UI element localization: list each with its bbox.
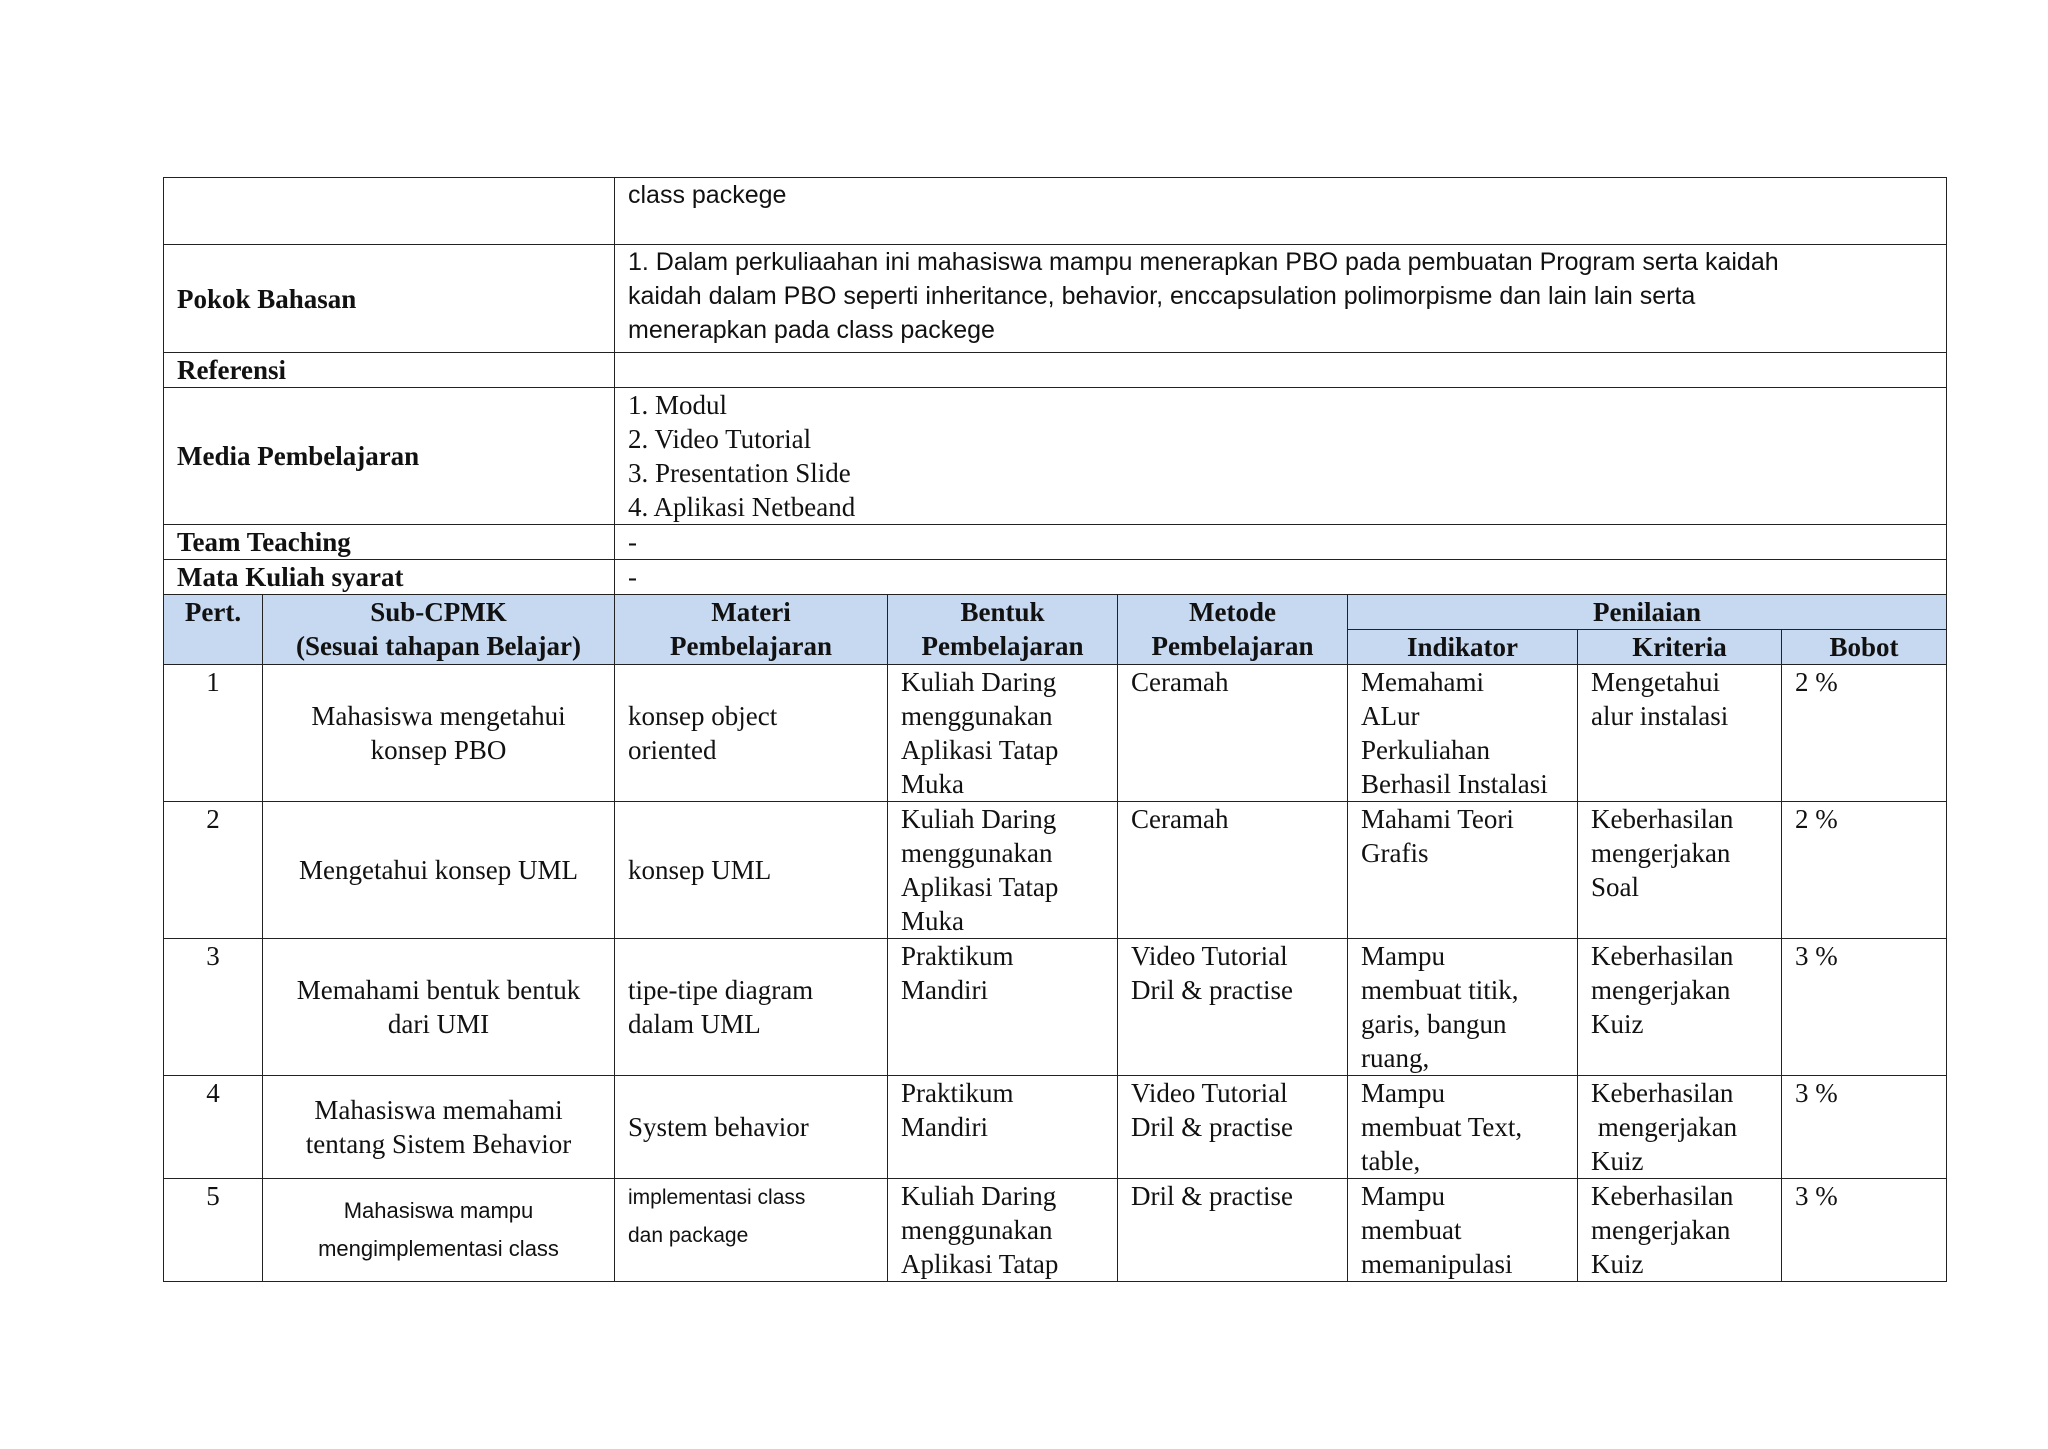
header-line: Materi <box>711 597 791 627</box>
cell-line: tentang Sistem Behavior <box>305 1129 572 1159</box>
table-row <box>164 939 1947 1076</box>
cell-line: Mahasiswa memahami <box>314 1095 563 1125</box>
cell-metode <box>1118 1179 1348 1282</box>
cell-line: Keberhasilan <box>1591 1078 1734 1108</box>
cell-line: mengerjakan <box>1591 975 1731 1005</box>
cell-line: ALur <box>1361 701 1420 731</box>
cell-line: Praktikum <box>901 941 1014 971</box>
cell-line: Mampu <box>1361 1181 1445 1211</box>
cell-line: Mahami Teori <box>1361 804 1514 834</box>
header-line: Pembelajaran <box>1151 631 1314 661</box>
cell-line: Kuliah Daring <box>901 804 1057 834</box>
cell-line: Memahami <box>1361 667 1484 697</box>
cell-line: ruang, <box>1361 1043 1430 1073</box>
cell-materi <box>615 1076 888 1179</box>
cell-line: Muka <box>901 906 964 936</box>
cell-line: dari UMI <box>387 1009 490 1039</box>
cell-bobot: 2 % <box>1782 665 1947 802</box>
header-line: Metode <box>1189 597 1276 627</box>
pokok-bahasan-line: 1. Dalam perkuliaahan ini mahasiswa mampu menerapkan PBO pada pembuatan Program serta kaidah <box>628 248 1779 276</box>
header-penilaian: Penilaian <box>1348 595 1947 630</box>
cell-line: Praktikum <box>901 1078 1014 1108</box>
cell-line: menggunakan <box>901 838 1053 868</box>
cell-line: mengerjakan <box>1591 838 1731 868</box>
cell-line: Video Tutorial <box>1131 1078 1288 1108</box>
header-sub-cpmk <box>263 595 615 665</box>
pokok-bahasan-line: menerapkan pada class packege <box>628 316 995 344</box>
cell-line: menggunakan <box>901 1215 1053 1245</box>
empty-label-cell <box>164 178 615 245</box>
cell-line: Keberhasilan <box>1591 804 1734 834</box>
table-header-row <box>164 595 1947 630</box>
rps-table <box>163 177 1947 1282</box>
pokok-bahasan-label: Pokok Bahasan <box>164 245 615 353</box>
referensi-row <box>164 353 1947 388</box>
cell-line: Dril & practise <box>1131 1112 1293 1142</box>
header-pert: Pert. <box>164 595 263 665</box>
cell-line: Mandiri <box>901 1112 988 1142</box>
cell-bentuk <box>888 802 1118 939</box>
cell-line: Kuiz <box>1591 1249 1644 1279</box>
header-line: Pembelajaran <box>921 631 1084 661</box>
cell-line: Dril & practise <box>1131 975 1293 1005</box>
cell-pert: 5 <box>164 1179 263 1282</box>
cell-line: dan package <box>628 1224 749 1247</box>
team-teaching-value: - <box>615 525 1947 560</box>
header-bobot: Bobot <box>1782 630 1947 665</box>
rps-document <box>163 177 1946 1282</box>
team-teaching-row <box>164 525 1947 560</box>
cell-line: System behavior <box>628 1112 809 1142</box>
cell-line: membuat Text, <box>1361 1112 1523 1142</box>
cell-line: Kuiz <box>1591 1009 1644 1039</box>
media-item: 1. Modul <box>628 390 728 420</box>
cell-line: Soal <box>1591 872 1640 902</box>
media-row <box>164 388 1947 525</box>
cell-pert: 4 <box>164 1076 263 1179</box>
header-line: Sub-CPMK <box>370 597 507 627</box>
table-row <box>164 1179 1947 1282</box>
media-item: 3. Presentation Slide <box>628 458 851 488</box>
cell-line: Kuliah Daring <box>901 667 1057 697</box>
table-row <box>164 1076 1947 1179</box>
table-row <box>164 665 1947 802</box>
header-materi <box>615 595 888 665</box>
header-line: (Sesuai tahapan Belajar) <box>295 631 582 661</box>
referensi-label: Referensi <box>164 353 615 388</box>
cell-line: Mandiri <box>901 975 988 1005</box>
header-indikator: Indikator <box>1348 630 1578 665</box>
cell-line: Mahasiswa mampu <box>343 1198 534 1223</box>
cell-metode <box>1118 939 1348 1076</box>
cell-bobot: 3 % <box>1782 939 1947 1076</box>
cell-line: table, <box>1361 1146 1421 1176</box>
cell-bobot: 3 % <box>1782 1076 1947 1179</box>
cell-line: Perkuliahan <box>1361 735 1490 765</box>
header-kriteria: Kriteria <box>1578 630 1782 665</box>
cell-line: tipe-tipe diagram <box>628 975 814 1005</box>
cell-indikator <box>1348 939 1578 1076</box>
cell-line: Aplikasi Tatap <box>901 735 1059 765</box>
cell-line: Mengetahui konsep UML <box>299 855 578 885</box>
cell-line: membuat <box>1361 1215 1462 1245</box>
cell-metode <box>1118 802 1348 939</box>
cell-line: mengimplementasi class <box>318 1236 559 1261</box>
team-teaching-label: Team Teaching <box>164 525 615 560</box>
cell-sub-cpmk <box>263 802 615 939</box>
topic-continuation-cell: class packege <box>615 178 1947 245</box>
cell-indikator <box>1348 665 1578 802</box>
cell-kriteria <box>1578 802 1782 939</box>
cell-indikator <box>1348 1179 1578 1282</box>
cell-pert: 3 <box>164 939 263 1076</box>
cell-line: Mampu <box>1361 1078 1445 1108</box>
mata-kuliah-syarat-value: - <box>615 560 1947 595</box>
cell-line: dalam UML <box>628 1009 761 1039</box>
cell-line: garis, bangun <box>1361 1009 1507 1039</box>
media-item: 2. Video Tutorial <box>628 424 812 454</box>
cell-materi <box>615 939 888 1076</box>
cell-line: implementasi class <box>628 1186 806 1209</box>
cell-bentuk <box>888 665 1118 802</box>
cell-line: Aplikasi Tatap <box>901 1249 1059 1279</box>
mata-kuliah-syarat-row <box>164 560 1947 595</box>
cell-kriteria <box>1578 1076 1782 1179</box>
media-list <box>615 388 1947 525</box>
cell-line: Aplikasi Tatap <box>901 872 1059 902</box>
cell-line: Ceramah <box>1131 804 1229 834</box>
media-item: 4. Aplikasi Netbeand <box>628 492 856 522</box>
pokok-bahasan-row <box>164 245 1947 353</box>
table-row <box>164 802 1947 939</box>
cell-pert: 2 <box>164 802 263 939</box>
cell-line: Kuliah Daring <box>901 1181 1057 1211</box>
cell-line: mengerjakan <box>1591 1112 1738 1142</box>
cell-line: Mampu <box>1361 941 1445 971</box>
cell-line: Grafis <box>1361 838 1429 868</box>
cell-line: membuat titik, <box>1361 975 1519 1005</box>
mata-kuliah-syarat-label: Mata Kuliah syarat <box>164 560 615 595</box>
pokok-bahasan-value <box>615 245 1947 353</box>
cell-metode <box>1118 1076 1348 1179</box>
cell-line: Memahami bentuk bentuk <box>296 975 581 1005</box>
cell-line: menggunakan <box>901 701 1053 731</box>
cell-bentuk <box>888 1076 1118 1179</box>
header-line: Bentuk <box>960 597 1045 627</box>
header-line: Pembelajaran <box>670 631 832 661</box>
cell-metode <box>1118 665 1348 802</box>
cell-line: oriented <box>628 735 717 765</box>
topic-continuation-row <box>164 178 1947 245</box>
cell-line: Mengetahui <box>1591 667 1720 697</box>
cell-bobot: 3 % <box>1782 1179 1947 1282</box>
pokok-bahasan-line: kaidah dalam PBO seperti inheritance, behavior, enccapsulation polimorpisme dan lain lain serta <box>628 282 1696 310</box>
cell-kriteria <box>1578 1179 1782 1282</box>
cell-line: konsep UML <box>628 855 772 885</box>
header-bentuk <box>888 595 1118 665</box>
cell-pert: 1 <box>164 665 263 802</box>
cell-line: alur instalasi <box>1591 701 1729 731</box>
cell-line: Video Tutorial <box>1131 941 1288 971</box>
cell-line: mengerjakan <box>1591 1215 1731 1245</box>
cell-line: Kuiz <box>1591 1146 1644 1176</box>
cell-line: Keberhasilan <box>1591 941 1734 971</box>
cell-materi <box>615 802 888 939</box>
cell-bobot: 2 % <box>1782 802 1947 939</box>
cell-line: Keberhasilan <box>1591 1181 1734 1211</box>
cell-sub-cpmk <box>263 1076 615 1179</box>
cell-line: Ceramah <box>1131 667 1229 697</box>
cell-line: konsep PBO <box>370 735 507 765</box>
header-metode <box>1118 595 1348 665</box>
media-label: Media Pembelajaran <box>164 388 615 525</box>
referensi-value <box>615 353 1947 388</box>
cell-materi <box>615 1179 888 1282</box>
cell-materi <box>615 665 888 802</box>
cell-bentuk <box>888 939 1118 1076</box>
cell-bentuk <box>888 1179 1118 1282</box>
cell-indikator <box>1348 802 1578 939</box>
cell-line: Berhasil Instalasi <box>1361 769 1548 799</box>
cell-kriteria <box>1578 665 1782 802</box>
cell-line: konsep object <box>628 701 778 731</box>
cell-sub-cpmk <box>263 939 615 1076</box>
cell-line: Muka <box>901 769 964 799</box>
cell-indikator <box>1348 1076 1578 1179</box>
cell-line: Dril & practise <box>1131 1181 1293 1211</box>
cell-line: Mahasiswa mengetahui <box>311 701 566 731</box>
cell-kriteria <box>1578 939 1782 1076</box>
cell-sub-cpmk <box>263 1179 615 1282</box>
cell-sub-cpmk <box>263 665 615 802</box>
cell-line: memanipulasi <box>1361 1249 1513 1279</box>
